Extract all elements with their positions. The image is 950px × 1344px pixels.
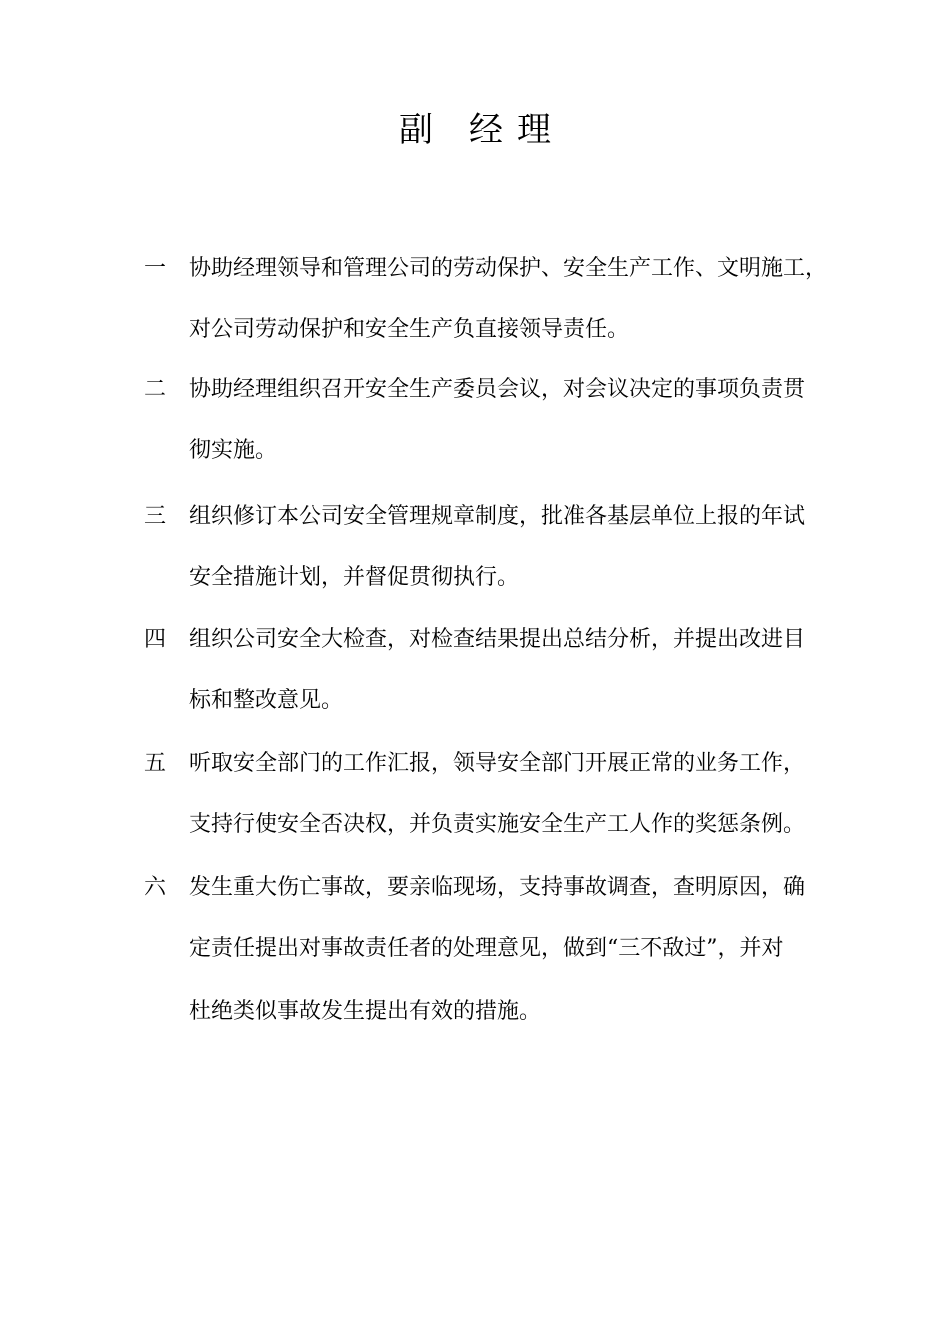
item-text-line: 标和整改意见。 xyxy=(189,688,344,713)
item-number: 五 xyxy=(144,751,167,776)
item-number: 四 xyxy=(144,627,167,652)
item-number: 一 xyxy=(144,256,167,281)
title-char: 理 xyxy=(517,110,551,150)
item-text-line: 组织修订本公司安全管理规章制度，批准各基层单位上报的年试 xyxy=(189,504,806,529)
item-text-line: 协助经理领导和管理公司的劳动保护、安全生产工作、文明施工， xyxy=(189,256,828,281)
item-number: 六 xyxy=(144,875,167,900)
item-text-line: 杜绝类似事故发生提出有效的措施。 xyxy=(189,999,542,1024)
item-text-line: 安全措施计划，并督促贯彻执行。 xyxy=(189,565,520,590)
item-text-line: 定责任提出对事故责任者的处理意见，做到“三不敌过”，并对 xyxy=(189,936,784,961)
page-title xyxy=(0,106,950,154)
title-char: 经 xyxy=(469,110,503,150)
item-text-line: 听取安全部门的工作汇报，领导安全部门开展正常的业务工作， xyxy=(189,751,806,776)
title-char: 副 xyxy=(399,110,433,150)
item-text-line: 协助经理组织召开安全生产委员会议，对会议决定的事项负责贯 xyxy=(189,377,806,402)
item-number: 三 xyxy=(144,504,167,529)
item-text-line: 支持行使安全否决权，并负责实施安全生产工人作的奖惩条例。 xyxy=(189,812,806,837)
item-text-line: 对公司劳动保护和安全生产负直接领导责任。 xyxy=(189,317,630,342)
item-text-line: 发生重大伤亡事故，要亲临现场，支持事故调查，查明原因，确 xyxy=(189,875,806,900)
item-text-line: 彻实施。 xyxy=(189,438,278,463)
item-text-line: 组织公司安全大检查，对检查结果提出总结分析，并提出改进目 xyxy=(189,627,806,652)
item-number: 二 xyxy=(144,377,167,402)
